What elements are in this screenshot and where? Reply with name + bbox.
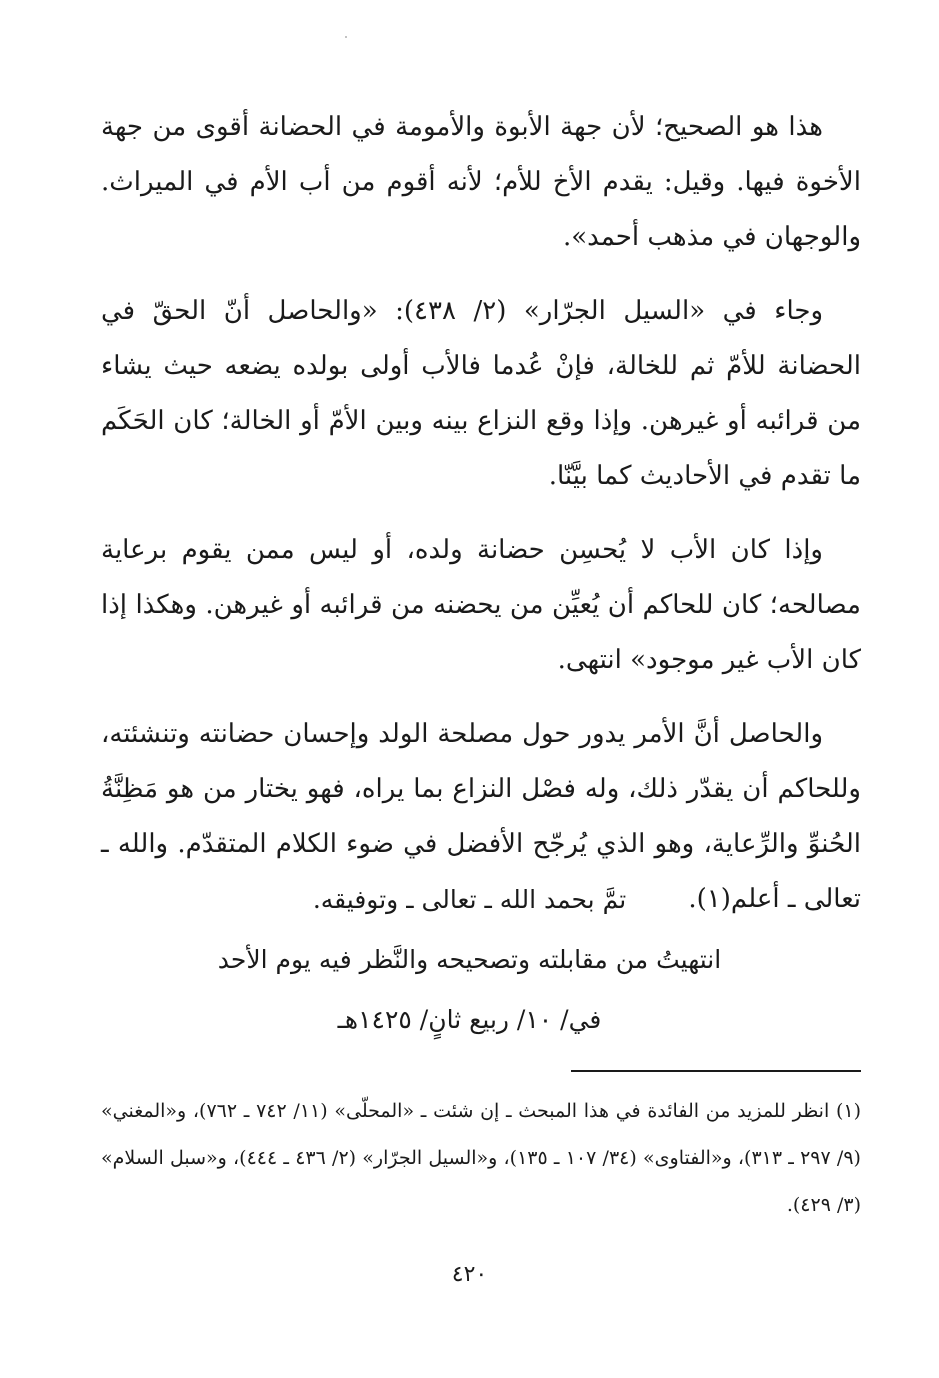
- stray-mark: [345, 36, 347, 38]
- paragraph-1: هذا هو الصحيح؛ لأن جهة الأبوة والأمومة في الحضانة أقوى من جهة الأخوة فيها. وقيل: يقدم الأخ للأم؛ لأنه أقوم من أب الأم في الميراث. والوجهان في مذهب أحمد».: [101, 112, 861, 252]
- colophon: [0, 870, 939, 1050]
- paragraph-4: والحاصل أنَّ الأمر يدور حول مصلحة الولد وإحسان حضانته وتنشئته، وللحاكم أن يقدّر ذلك، وله فصْل النزاع بما يراه، فهو يختار من هو مَظِنَّةُ الحُنوِّ والرِّعاية، وهو الذي يُرجّح الأفضل في ضوء الكلام المتقدّم. والله ـ تعالى ـ أعلم(١).: [101, 719, 861, 914]
- paragraph-2: وجاء في «السيل الجرّار» (٢/ ٤٣٨): «والحاصل أنّ الحقّ في الحضانة للأمّ ثم للخالة، فإنْ عُدما فالأب أولى بولده يضعه حيث يشاء من قرائبه أو غيرهن. وإذا وقع النزاع بينه وبين الأمّ أو الخالة؛ كان الحَكَم ما تقدم في الأحاديث كما بيَّنّا.: [101, 296, 861, 491]
- main-text: [101, 100, 861, 946]
- footnote-separator: [571, 1070, 861, 1072]
- colophon-date: في/ ١٠/ ربيع ثانٍ/ ١٤٢٥هـ: [337, 1005, 602, 1034]
- colophon-line-1: تمَّ بحمد الله ـ تعالى ـ وتوفيقه.: [312, 885, 627, 914]
- colophon-line-2: انتهيتُ من مقابلته وتصحيحه والنَّظر فيه يوم الأحد: [217, 945, 722, 974]
- paragraph-3: وإذا كان الأب لا يُحسِن حضانة ولده، أو ليس ممن يقوم برعاية مصالحه؛ كان للحاكم أن يُعيِّن من يحضنه من قرائبه أو غيرهن. وهكذا إذا كان الأب غير موجود» انتهى.: [101, 535, 861, 675]
- page-number: ٤٢٠: [451, 1262, 488, 1287]
- footnote: (١) انظر للمزيد من الفائدة في هذا المبحث ـ إن شئت ـ «المحلّى» (١١/ ٧٤٢ ـ ٧٦٢)، و«المغني» (٩/ ٢٩٧ ـ ٣١٣)، و«الفتاوى» (٣٤/ ١٠٧ ـ ١٣٥)، و«السيل الجرّار» (٢/ ٤٣٦ ـ ٤٤٤)، و«سبل السلام» (٣/ ٤٢٩).: [101, 1100, 862, 1216]
